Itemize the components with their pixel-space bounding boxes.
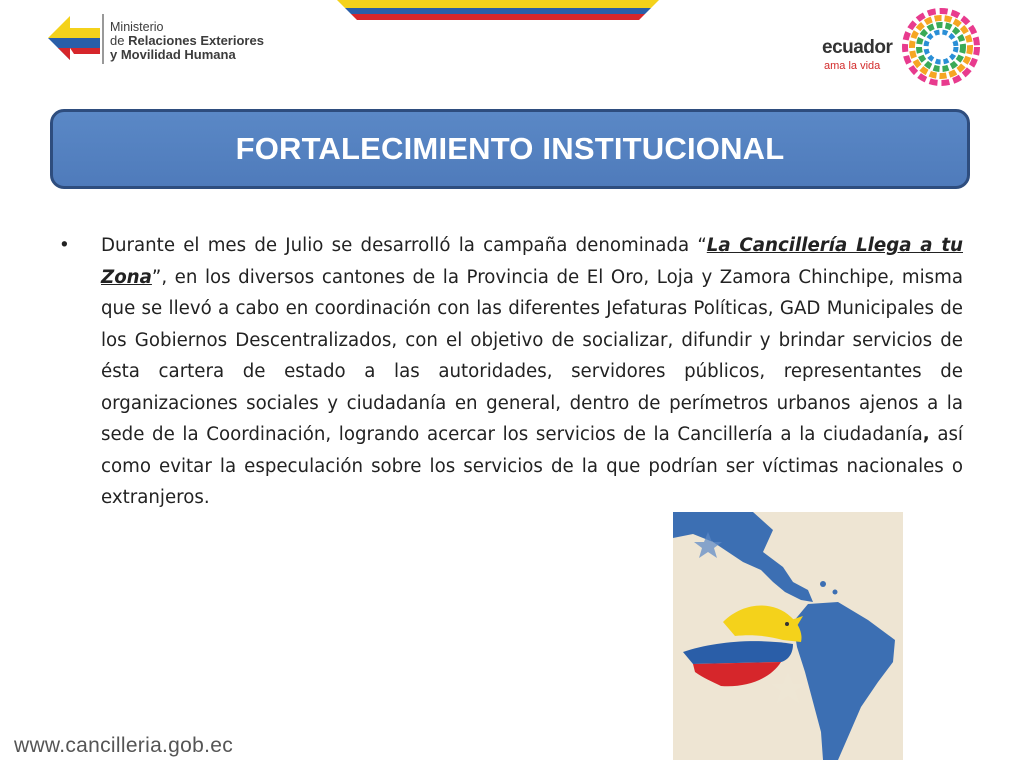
paragraph-part-3: así como evitar la especulación sobre los servicios de la que podrían ser víctimas nacionales o extranjeros. <box>101 424 963 508</box>
ministry-line-2-prefix: de <box>110 33 125 48</box>
slide-title: FORTALECIMIENTO INSTITUCIONAL <box>235 131 785 166</box>
bullet-item <box>59 230 963 514</box>
ministry-logo <box>44 8 284 70</box>
ecuador-brand-logo <box>822 10 982 85</box>
ministry-line-1: Ministerio <box>110 20 164 34</box>
bullet-icon: • <box>59 235 70 256</box>
slide-title-banner <box>50 109 970 189</box>
ministry-line-2: Relaciones Exteriores <box>128 33 264 48</box>
ministry-emblem-icon <box>44 8 106 70</box>
footer-url[interactable]: www.cancilleria.gob.ec <box>14 734 234 757</box>
map-dove-illustration <box>673 512 903 760</box>
sun-wheel-icon <box>902 8 980 86</box>
campaign-name: La Cancillería Llega a tu Zona <box>101 235 963 288</box>
brand-tagline: ama la vida <box>824 60 881 72</box>
bullet-paragraph <box>101 230 963 514</box>
bold-comma: , <box>922 424 930 445</box>
ministry-line-3: y Movilidad Humana <box>110 47 236 62</box>
flag-stripe <box>337 0 659 20</box>
slide-body <box>59 230 963 514</box>
paragraph-part-1: Durante el mes de Julio se desarrolló la campaña denominada “ <box>101 235 707 256</box>
paragraph-part-2: ”, en los diversos cantones de la Provincia de El Oro, Loja y Zamora Chinchipe, misma que se llevó a cabo en coordinación con las diferentes Jefaturas Políticas, GAD Municipales de los Gobiernos Descentralizados, con el objetivo de socializar, difundir y brindar servicios de ésta cartera de estado a las autoridades, servidores públicos, representantes de organizaciones sociales y ciudadanía en general, dentro de perímetros urbanos ajenos a la sede de la Coordinación, logrando acercar los servicios de la Cancillería a la ciudadanía <box>101 266 963 445</box>
brand-word: ecuador <box>822 37 893 58</box>
latin-america-dove-image <box>673 512 903 760</box>
